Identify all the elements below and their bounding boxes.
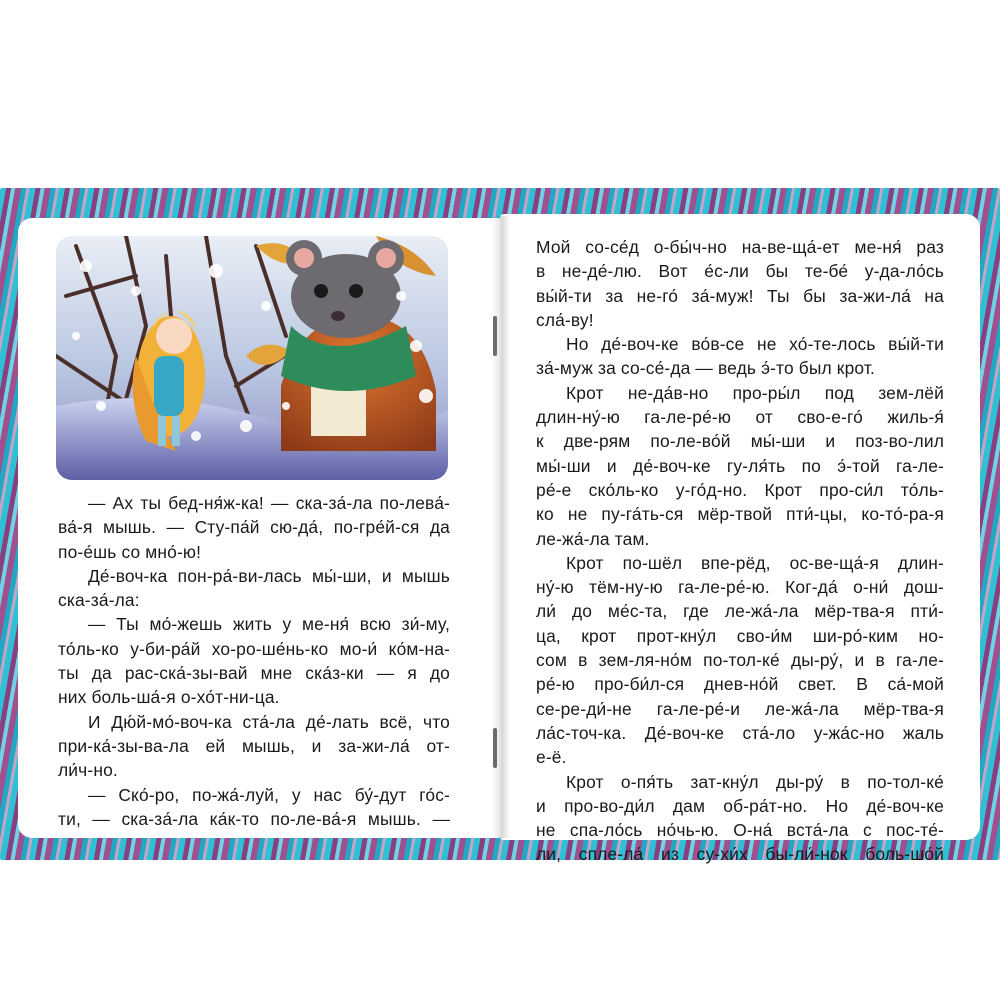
text-line: ну́-ю тём-ну-ю га-ле-ре́-ю. Ког-да́ о-ни́ дош- <box>536 577 944 598</box>
staple <box>493 316 497 356</box>
right-page-text <box>536 235 944 867</box>
text-line: ска-за́-ла: <box>58 590 140 611</box>
text-line: за́-муж за со-се́-да — ведь э́-то был крот. <box>536 358 875 379</box>
text-line: се-ре-ди́-не га-ле-ре́-и ле-жа́-ла мёр-тва-я <box>536 698 944 719</box>
text-line: ре́-ю про-би́л-ся днев-но́й свет. В са́-мой <box>536 674 944 695</box>
staple <box>493 728 497 768</box>
text-line: ре́-е ско́ль-ко у-го́д-но. Крот про-си́л то́ль- <box>536 479 944 500</box>
text-line: ли́ч-но. <box>58 760 118 781</box>
text-line: Крот не-да́в-но про-ры́л под зем-лёй <box>566 382 944 403</box>
text-line: ти, — ска-за́-ла ка́к-то по-ле-ва́-я мышь. — <box>58 808 450 829</box>
text-line: Крот о-пя́ть зат-кну́л ды-ру́ в по-тол-ке́ <box>566 771 944 792</box>
text-line: И Дю́й-мо́-воч-ка ста́-ла де́-лать всё, что <box>88 711 450 732</box>
text-line: ты да рас-ска́-зы-вай мне ска́з-ки — я до <box>58 663 450 684</box>
left-page-text <box>58 491 450 831</box>
text-line: ла́с-точ-ка. Де́-воч-ке ста́-ло у-жа́с-но жаль <box>536 722 944 743</box>
text-line: ва́-я мышь. — Сту-па́й сю-да́, по-гре́й-ся да <box>58 517 450 538</box>
text-line: — Ах ты бед-ня́ж-ка! — ска-за́-ла по-лева́- <box>88 493 450 513</box>
thumbelina-and-field-mouse-picture <box>56 236 448 480</box>
text-line: к две-рям по-ле-во́й мы́-ши и поз-во-лил <box>536 431 944 452</box>
text-line: ли, спле-ла́ из су-хи́х бы-ли́-нок боль-шо́й <box>536 844 944 865</box>
illustration <box>56 236 448 480</box>
text-line: ко не пу-га́ть-ся мёр-твой пти́-цы, ко-то́-ра-я <box>536 504 944 525</box>
text-line: вы́й-ти за не-го́ за́-муж! Ты бы за-жи-ла́ на <box>536 285 944 306</box>
text-line: не спа-ло́сь но́чь-ю. О-на́ вста́-ла с пос-те́- <box>536 820 944 841</box>
text-line: ца, крот прот-кну́л сво-и́м ши-ро́-ким но- <box>536 625 944 646</box>
text-line: Мой со-се́д о-бы́ч-но на-ве-ща́-ет ме-ня́ раз <box>536 237 944 257</box>
text-line: Но де́-воч-ке во́в-се не хо́-те-лось вы́й-ти <box>566 334 944 355</box>
text-line: ле-жа́-ла там. <box>536 528 650 549</box>
text-line: сла́-ву! <box>536 309 594 330</box>
text-line: Крот по-шёл впе-рёд, ос-ве-ща́-я длин- <box>566 552 944 573</box>
text-line: мы́-ши и де́-воч-ке гу-ля́ть по э́-той га-ле- <box>536 455 944 476</box>
text-line: ли́ до ме́с-та, где ле-жа́-ла мёр-тва-я пти́- <box>536 601 944 622</box>
text-line: то́ль-ко у-би-ра́й хо-ро-ше́нь-ко мо-и́ ко́м-на- <box>58 638 450 659</box>
text-line: — Ты мо́-жешь жить у ме-ня́ всю зи́-му, <box>88 614 450 635</box>
text-line: — Ско́-ро, по-жа́-луй, у нас бу́-дут го́с- <box>88 784 450 805</box>
text-line: е-ё. <box>536 747 567 768</box>
text-line: в не-де́-лю. Вот е́с-ли бы те-бе́ у-да-ло́сь <box>536 261 944 282</box>
text-line: длин-ну́-ю га-ле-ре́-ю от сво-е-го́ жиль-я́ <box>536 407 944 428</box>
text-line: и про-во-ди́л дам об-ра́т-но. Но де́-воч-ке <box>536 795 944 816</box>
text-line: сом в зем-ля-но́м по-тол-ке́ ды-ру́, и в га-ле- <box>536 650 944 671</box>
text-line: Де́-воч-ка пон-ра́-ви-лась мы́-ши, и мышь <box>88 565 450 586</box>
text-line: них боль-ша́-я о-хо́т-ни-ца. <box>58 687 280 708</box>
text-line: при-ка́-зы-ва-ла ей мышь, и за-жи-ла́ от- <box>58 735 450 756</box>
text-line: по-е́шь со мно́-ю! <box>58 541 202 562</box>
